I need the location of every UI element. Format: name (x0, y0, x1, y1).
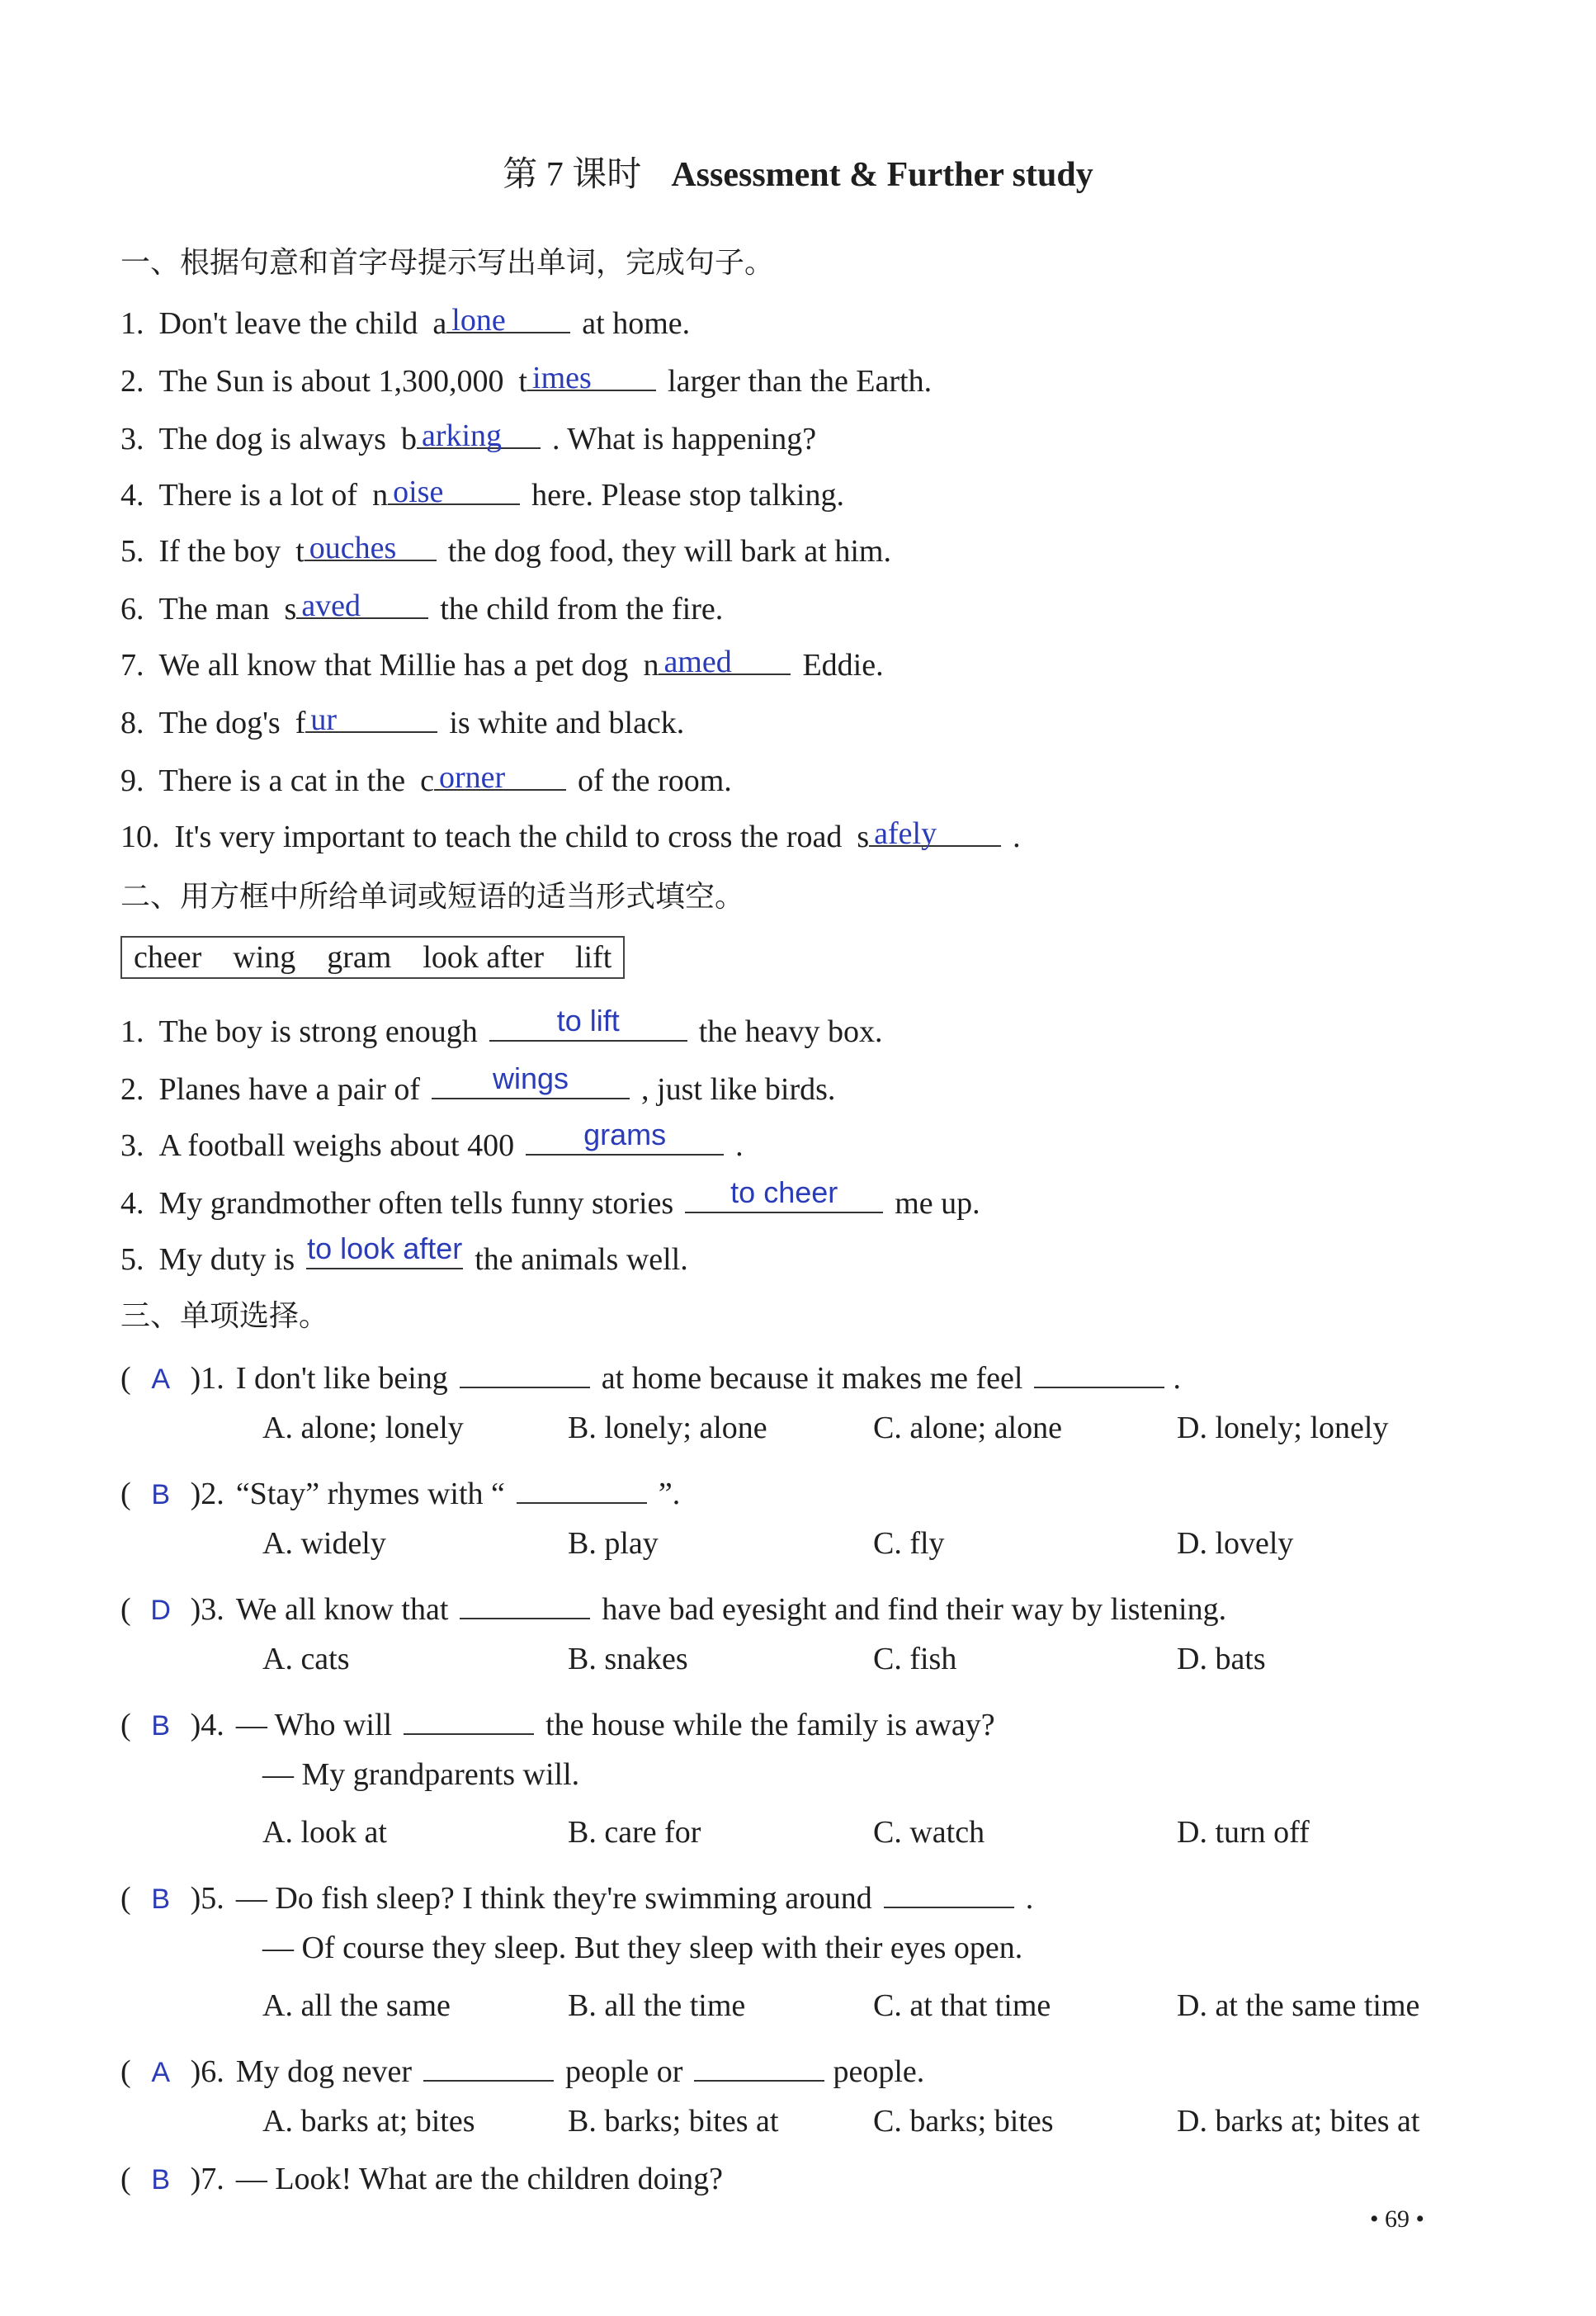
question-row (120, 2045, 924, 2090)
sentence-text: . (1013, 819, 1021, 854)
option-b: B. play (568, 1526, 659, 1561)
sentence-row (120, 413, 816, 457)
initial-letter: c (420, 763, 434, 798)
item-number: 10. (120, 819, 160, 854)
section2-heading: 二、用方框中所给单词或短语的适当形式填空。 (120, 880, 745, 914)
option-a: A. alone; lonely (262, 1411, 464, 1445)
option-c: C. watch (873, 1815, 985, 1850)
sentence-text: Don't leave the child (158, 305, 418, 341)
sentence-row (120, 754, 732, 799)
handwritten-answer: to lift (556, 1003, 620, 1037)
question-text: — Do fish sleep? I think they're swimming around (235, 1880, 872, 1916)
item-number: 1. (120, 305, 144, 341)
option-b: B. care for (568, 1815, 701, 1850)
handwritten-answer: wings (493, 1061, 569, 1095)
question-row (120, 1699, 995, 1743)
option-d: D. bats (1177, 1642, 1266, 1676)
option-b: B. snakes (568, 1642, 688, 1676)
sentence-text: , just like birds. (641, 1071, 836, 1107)
item-number: 3. (120, 1127, 144, 1163)
sentence-text: the dog food, they will bark at him. (447, 533, 891, 569)
question-text: people or (565, 2054, 683, 2089)
page-title (0, 147, 1596, 196)
sentence-row (120, 697, 684, 741)
question-text-line2: — Of course they sleep. But they sleep with their eyes open. (262, 1931, 1023, 1965)
option-c: C. fly (873, 1526, 945, 1561)
word-cheer: cheer (134, 940, 202, 975)
word-look-after: look after (423, 940, 544, 975)
sentence-row (120, 525, 891, 570)
answer-choice: B (151, 2164, 170, 2195)
handwritten-answer: to look after (307, 1231, 463, 1265)
sentence-text: at home. (582, 305, 691, 341)
handwritten-answer: ur (310, 702, 338, 737)
paren-open: ( (120, 1707, 131, 1742)
answer-blank (434, 754, 566, 795)
answer-blank (417, 413, 541, 453)
item-number: 4. (120, 1185, 144, 1221)
sentence-row (120, 639, 884, 683)
answer-choice: B (151, 1883, 170, 1915)
sentence-row (120, 355, 932, 399)
answer-blank (659, 639, 791, 679)
question-number: )4. (190, 1707, 224, 1742)
item-number: 9. (120, 763, 144, 798)
sentence-text: of the room. (577, 763, 732, 798)
paren-open: ( (120, 1476, 131, 1511)
question-row (120, 1352, 1181, 1397)
sentence-text: There is a cat in the (158, 763, 406, 798)
question-row (120, 1872, 1033, 1917)
sentence-text: here. Please stop talking. (531, 477, 844, 513)
word-gram: gram (327, 940, 392, 975)
sentence-text: the child from the fire. (440, 591, 724, 626)
sentence-text: There is a lot of (158, 477, 358, 513)
option-a: A. barks at; bites (262, 2104, 475, 2139)
sentence-row (120, 1233, 688, 1278)
question-text: — Look! What are the children doing? (235, 2162, 724, 2196)
answer-blank (685, 1177, 883, 1213)
handwritten-answer: ouches (309, 530, 397, 565)
option-d: D. lonely; lonely (1177, 1411, 1389, 1445)
option-b: B. all the time (568, 1988, 746, 2023)
sentence-text: The Sun is about 1,300,000 (158, 363, 504, 399)
sentence-text: me up. (895, 1185, 980, 1221)
option-a: A. cats (262, 1642, 350, 1676)
answer-choice: A (151, 1363, 170, 1395)
initial-letter: n (372, 477, 389, 513)
question-text: have bad eyesight and find their way by listening. (602, 1591, 1227, 1627)
initial-letter: a (432, 305, 447, 341)
question-number: )5. (190, 1880, 224, 1916)
sentence-row (120, 297, 690, 342)
answer-blank (432, 1063, 630, 1099)
item-number: 8. (120, 705, 144, 740)
sentence-text: Eddie. (802, 647, 884, 683)
handwritten-answer: imes (532, 360, 592, 395)
answer-blank (296, 583, 428, 623)
sentence-text: . (735, 1127, 744, 1163)
sentence-text: the animals well. (475, 1241, 688, 1277)
sentence-text: It's very important to teach the child to cross the road (174, 819, 843, 854)
word-wing: wing (233, 940, 296, 975)
handwritten-answer: arking (421, 418, 503, 453)
answer-blank (489, 1005, 687, 1042)
question-text: at home because it makes me feel (601, 1360, 1023, 1396)
sentence-text: The man (158, 591, 270, 626)
item-number: 2. (120, 363, 144, 399)
item-number: 1. (120, 1014, 144, 1049)
question-row (120, 2161, 723, 2197)
initial-letter: s (857, 819, 870, 854)
question-blank (517, 1468, 647, 1504)
answer-choice: D (150, 1594, 171, 1626)
question-text: the house while the family is away? (545, 1707, 995, 1742)
question-blank (1034, 1352, 1164, 1388)
sentence-text: is white and black. (449, 705, 685, 740)
question-number: )6. (190, 2054, 224, 2089)
item-number: 5. (120, 1241, 144, 1277)
word-box (120, 936, 625, 979)
option-a: A. look at (262, 1815, 387, 1850)
sentence-row (120, 1119, 744, 1164)
sentence-text: Planes have a pair of (158, 1071, 421, 1107)
handwritten-answer: amed (663, 644, 732, 679)
question-text: . (1025, 1880, 1034, 1916)
question-blank (460, 1352, 590, 1388)
answer-choice: B (151, 1709, 170, 1742)
paren-open: ( (120, 1591, 131, 1627)
option-c: C. fish (873, 1642, 957, 1676)
handwritten-answer: orner (438, 759, 506, 795)
initial-letter: t (295, 533, 305, 569)
question-text: My dog never (235, 2054, 412, 2089)
sentence-row (120, 811, 1021, 855)
handwritten-answer: lone (451, 302, 506, 338)
option-d: D. barks at; bites at (1177, 2104, 1420, 2139)
question-number: )1. (190, 1360, 224, 1396)
question-row (120, 1468, 680, 1512)
initial-letter: f (295, 705, 306, 740)
initial-letter: b (400, 421, 417, 456)
option-b: B. barks; bites at (568, 2104, 779, 2139)
word-lift: lift (575, 940, 612, 975)
item-number: 7. (120, 647, 144, 683)
item-number: 6. (120, 591, 144, 626)
paren-open: ( (120, 2162, 131, 2196)
option-d: D. lovely (1177, 1526, 1294, 1561)
handwritten-answer: afely (874, 815, 937, 851)
option-a: A. widely (262, 1526, 386, 1561)
option-c: C. alone; alone (873, 1411, 1062, 1445)
sentence-text: . What is happening? (551, 421, 817, 456)
item-number: 4. (120, 477, 144, 513)
option-d: D. at the same time (1177, 1988, 1420, 2023)
sentence-row (120, 1177, 980, 1222)
handwritten-answer: aved (301, 588, 361, 623)
question-blank (423, 2045, 554, 2082)
question-number: )3. (190, 1591, 224, 1627)
sentence-text: The boy is strong enough (158, 1014, 478, 1049)
sentence-text: the heavy box. (698, 1014, 883, 1049)
lesson-number: 第 7 课时 (503, 156, 642, 194)
question-text: — Who will (235, 1707, 393, 1742)
sentence-text: My grandmother often tells funny stories (158, 1185, 674, 1221)
question-text: . (1173, 1360, 1181, 1396)
sentence-row (120, 1063, 835, 1108)
handwritten-answer: grams (583, 1117, 667, 1151)
paren-open: ( (120, 2054, 131, 2089)
question-text: We all know that (235, 1591, 449, 1627)
sentence-text: If the boy (158, 533, 281, 569)
initial-letter: t (518, 363, 528, 399)
item-number: 5. (120, 533, 144, 569)
sentence-row (120, 1005, 882, 1050)
option-b: B. lonely; alone (568, 1411, 767, 1445)
lesson-title: Assessment & Further study (671, 156, 1093, 194)
answer-blank (869, 811, 1001, 851)
sentence-text: My duty is (158, 1241, 295, 1277)
answer-blank (306, 1233, 463, 1269)
option-d: D. turn off (1177, 1815, 1310, 1850)
option-c: C. at that time (873, 1988, 1051, 2023)
page-number: • 69 • (1370, 2205, 1425, 2233)
question-blank (884, 1872, 1014, 1908)
answer-choice: B (151, 1478, 170, 1510)
paren-open: ( (120, 1880, 131, 1916)
sentence-text: larger than the Earth. (668, 363, 933, 399)
question-number: )2. (190, 1476, 224, 1511)
question-blank (460, 1583, 590, 1619)
paren-open: ( (120, 1360, 131, 1396)
question-text: I don't like being (235, 1360, 448, 1396)
question-text-line2: — My grandparents will. (262, 1757, 580, 1792)
answer-blank (526, 1119, 724, 1156)
section3-heading: 三、单项选择。 (120, 1299, 329, 1333)
sentence-text: We all know that Millie has a pet dog (158, 647, 629, 683)
handwritten-answer: to cheer (730, 1175, 838, 1209)
question-row (120, 1583, 1226, 1628)
question-text: people. (833, 2054, 925, 2089)
sentence-row (120, 469, 844, 513)
answer-choice: A (151, 2056, 170, 2088)
answer-blank (305, 525, 437, 565)
initial-letter: n (643, 647, 659, 683)
answer-blank (527, 355, 656, 395)
section1-heading: 一、根据句意和首字母提示写出单词，完成句子。 (120, 246, 775, 280)
question-text: ”. (658, 1476, 681, 1511)
question-blank (404, 1699, 534, 1735)
answer-blank (446, 297, 570, 338)
item-number: 3. (120, 421, 144, 456)
handwritten-answer: oise (393, 474, 444, 509)
question-text: “Stay” rhymes with “ (235, 1476, 505, 1511)
initial-letter: s (284, 591, 297, 626)
question-number: )7. (190, 2162, 224, 2196)
sentence-text: A football weighs about 400 (158, 1127, 515, 1163)
question-blank (694, 2045, 824, 2082)
option-c: C. barks; bites (873, 2104, 1054, 2139)
sentence-text: The dog is always (158, 421, 386, 456)
option-a: A. all the same (262, 1988, 451, 2023)
sentence-text: The dog's (158, 705, 281, 740)
answer-blank (305, 697, 437, 737)
answer-blank (388, 469, 520, 509)
item-number: 2. (120, 1071, 144, 1107)
sentence-row (120, 583, 723, 627)
